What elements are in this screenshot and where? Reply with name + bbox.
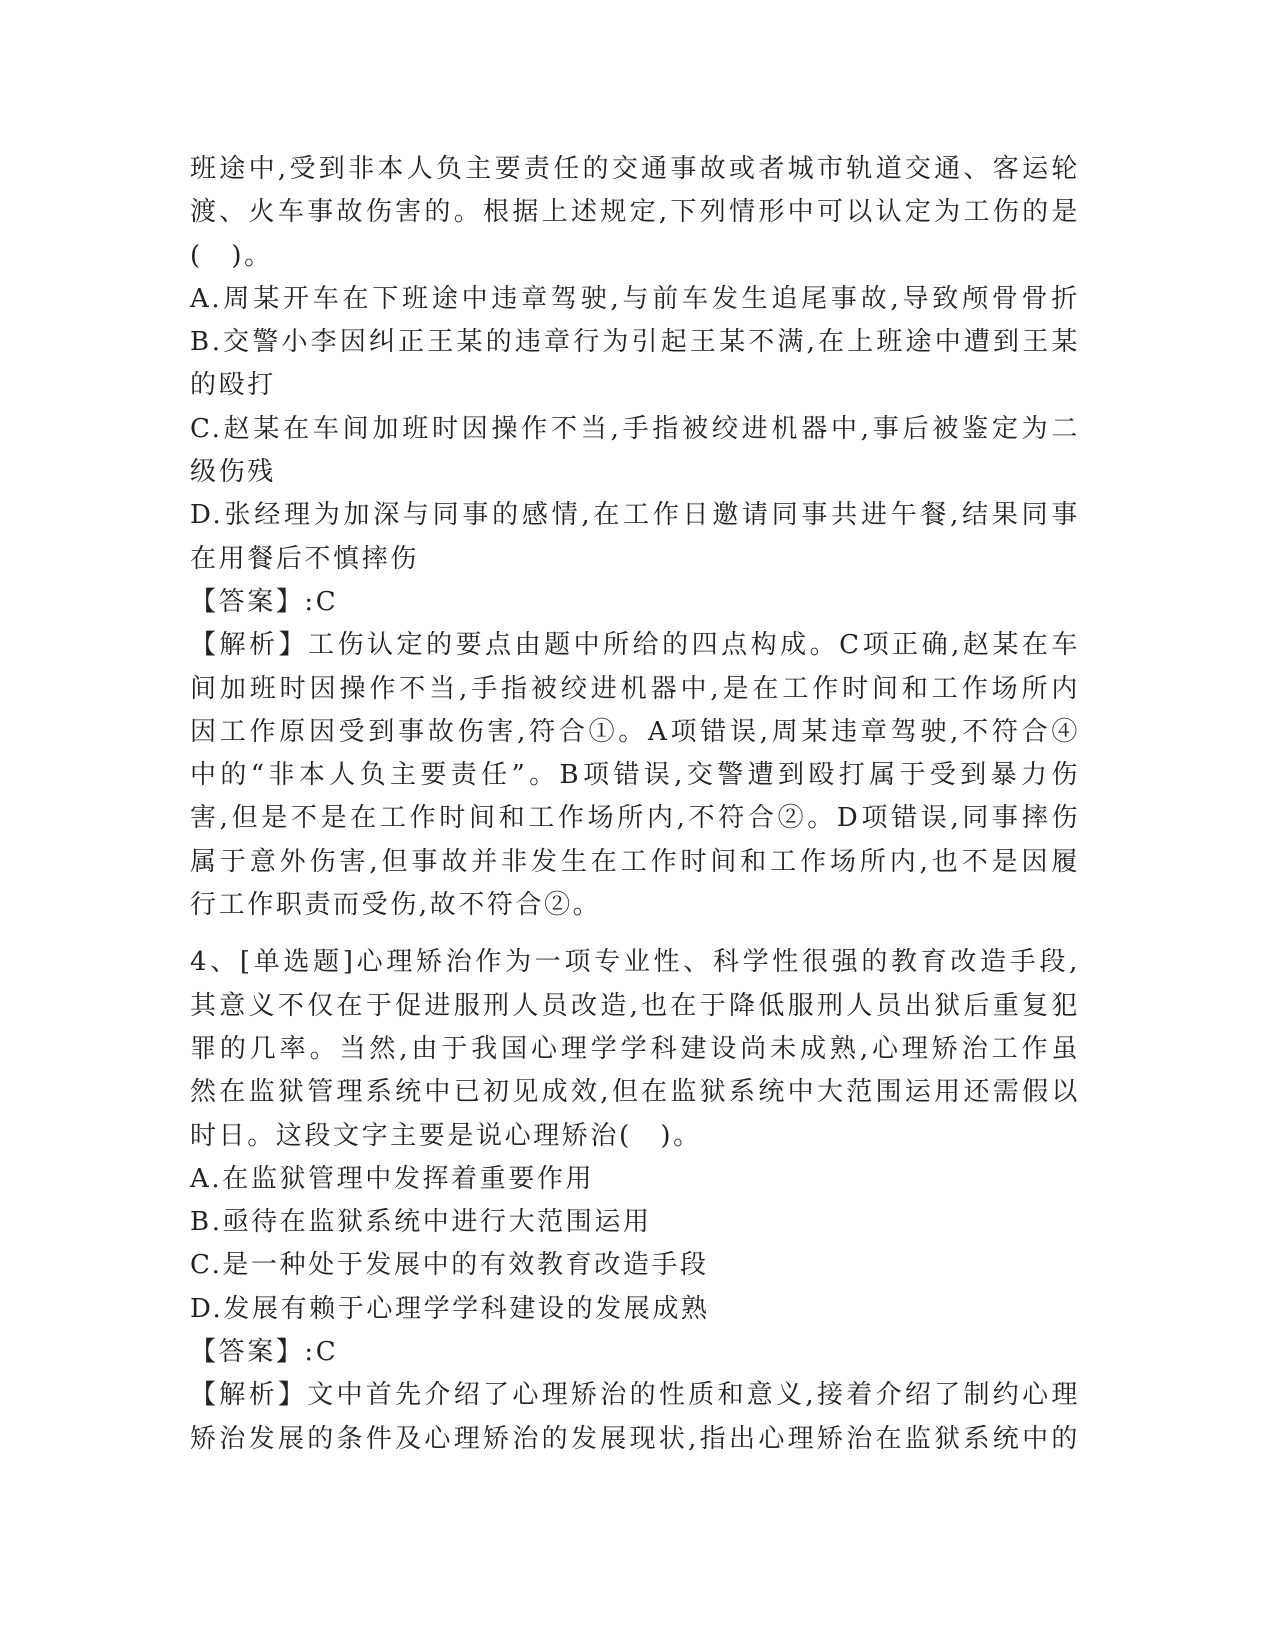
- analysis-line: 行工作职责而受伤,故不符合②。: [190, 890, 602, 921]
- stem-line: 班途中,受到非本人负主要责任的交通事故或者城市轨道交通、客运轮: [190, 154, 1080, 184]
- analysis-line: 【解析】文中首先介绍了心理矫治的性质和意义,接着介绍了制约心理: [190, 1380, 1080, 1411]
- option-a: A.周某开车在下班途中违章驾驶,与前车发生追尾事故,导致颅骨骨折: [190, 283, 1080, 314]
- analysis-line: 害,但是不是在工作时间和工作场所内,不符合②。D项错误,同事摔伤: [190, 803, 1080, 834]
- analysis-line: 因工作原因受到事故伤害,符合①。A项错误,周某违章驾驶,不符合④: [190, 716, 1080, 747]
- stem-line: ( )。: [190, 240, 273, 271]
- stem-line: 然在监狱管理系统中已初见成效,但在监狱系统中大范围运用还需假以: [190, 1077, 1080, 1108]
- stem-line: 时日。这段文字主要是说心理矫治( )。: [190, 1120, 702, 1151]
- question-4-stem: [190, 941, 1080, 1157]
- option-b-continued: 的殴打: [190, 370, 276, 401]
- analysis-line: 间加班时因操作不当,手指被绞进机器中,是在工作时间和工作场所内: [190, 673, 1080, 704]
- stem-line: 渡、火车事故伤害的。根据上述规定,下列情形中可以认定为工伤的是: [190, 197, 1080, 228]
- analysis: [190, 624, 1080, 927]
- analysis-line: 中的“非本人负主要责任”。B项错误,交警遭到殴打属于受到暴力伤: [190, 760, 1080, 791]
- option-b: B.交警小李因纠正王某的违章行为引起王某不满,在上班途中遭到王某: [190, 327, 1080, 358]
- stem-line: 罪的几率。当然,由于我国心理学学科建设尚未成熟,心理矫治工作虽: [190, 1033, 1080, 1064]
- option-d: D.发展有赖于心理学学科建设的发展成熟: [190, 1293, 710, 1324]
- answer: 【答案】:C: [190, 586, 339, 617]
- option-a: A.在监狱管理中发挥着重要作用: [190, 1163, 595, 1194]
- option-c: C.赵某在车间加班时因操作不当,手指被绞进机器中,事后被鉴定为二: [190, 413, 1080, 444]
- stem-line: 4、[单选题]心理矫治作为一项专业性、科学性很强的教育改造手段,: [190, 947, 1080, 978]
- analysis: [190, 1374, 1080, 1461]
- option-d-continued: 在用餐后不慎摔伤: [190, 543, 419, 574]
- stem-line: 其意义不仅在于促进服刑人员改造,也在于降低服刑人员出狱后重复犯: [190, 990, 1080, 1021]
- page-content: [190, 148, 1080, 1461]
- option-b: B.亟待在监狱系统中进行大范围运用: [190, 1207, 652, 1238]
- analysis-line: 属于意外伤害,但事故并非发生在工作时间和工作场所内,也不是因履: [190, 846, 1080, 877]
- option-c-continued: 级伤残: [190, 457, 276, 488]
- question-4: [190, 941, 1080, 1461]
- option-d: D.张经理为加深与同事的感情,在工作日邀请同事共进午餐,结果同事: [190, 500, 1080, 531]
- question-3: [190, 148, 1080, 927]
- question-3-options: [190, 278, 1080, 581]
- answer: 【答案】:C: [190, 1337, 339, 1368]
- question-4-options: [190, 1158, 1080, 1331]
- question-spacer: [190, 927, 1080, 941]
- analysis-line: 【解析】工伤认定的要点由题中所给的四点构成。C项正确,赵某在车: [190, 630, 1080, 661]
- analysis-line: 矫治发展的条件及心理矫治的发展现状,指出心理矫治在监狱系统中的: [190, 1423, 1080, 1454]
- question-3-stem: [190, 148, 1080, 278]
- option-c: C.是一种处于发展中的有效教育改造手段: [190, 1250, 709, 1281]
